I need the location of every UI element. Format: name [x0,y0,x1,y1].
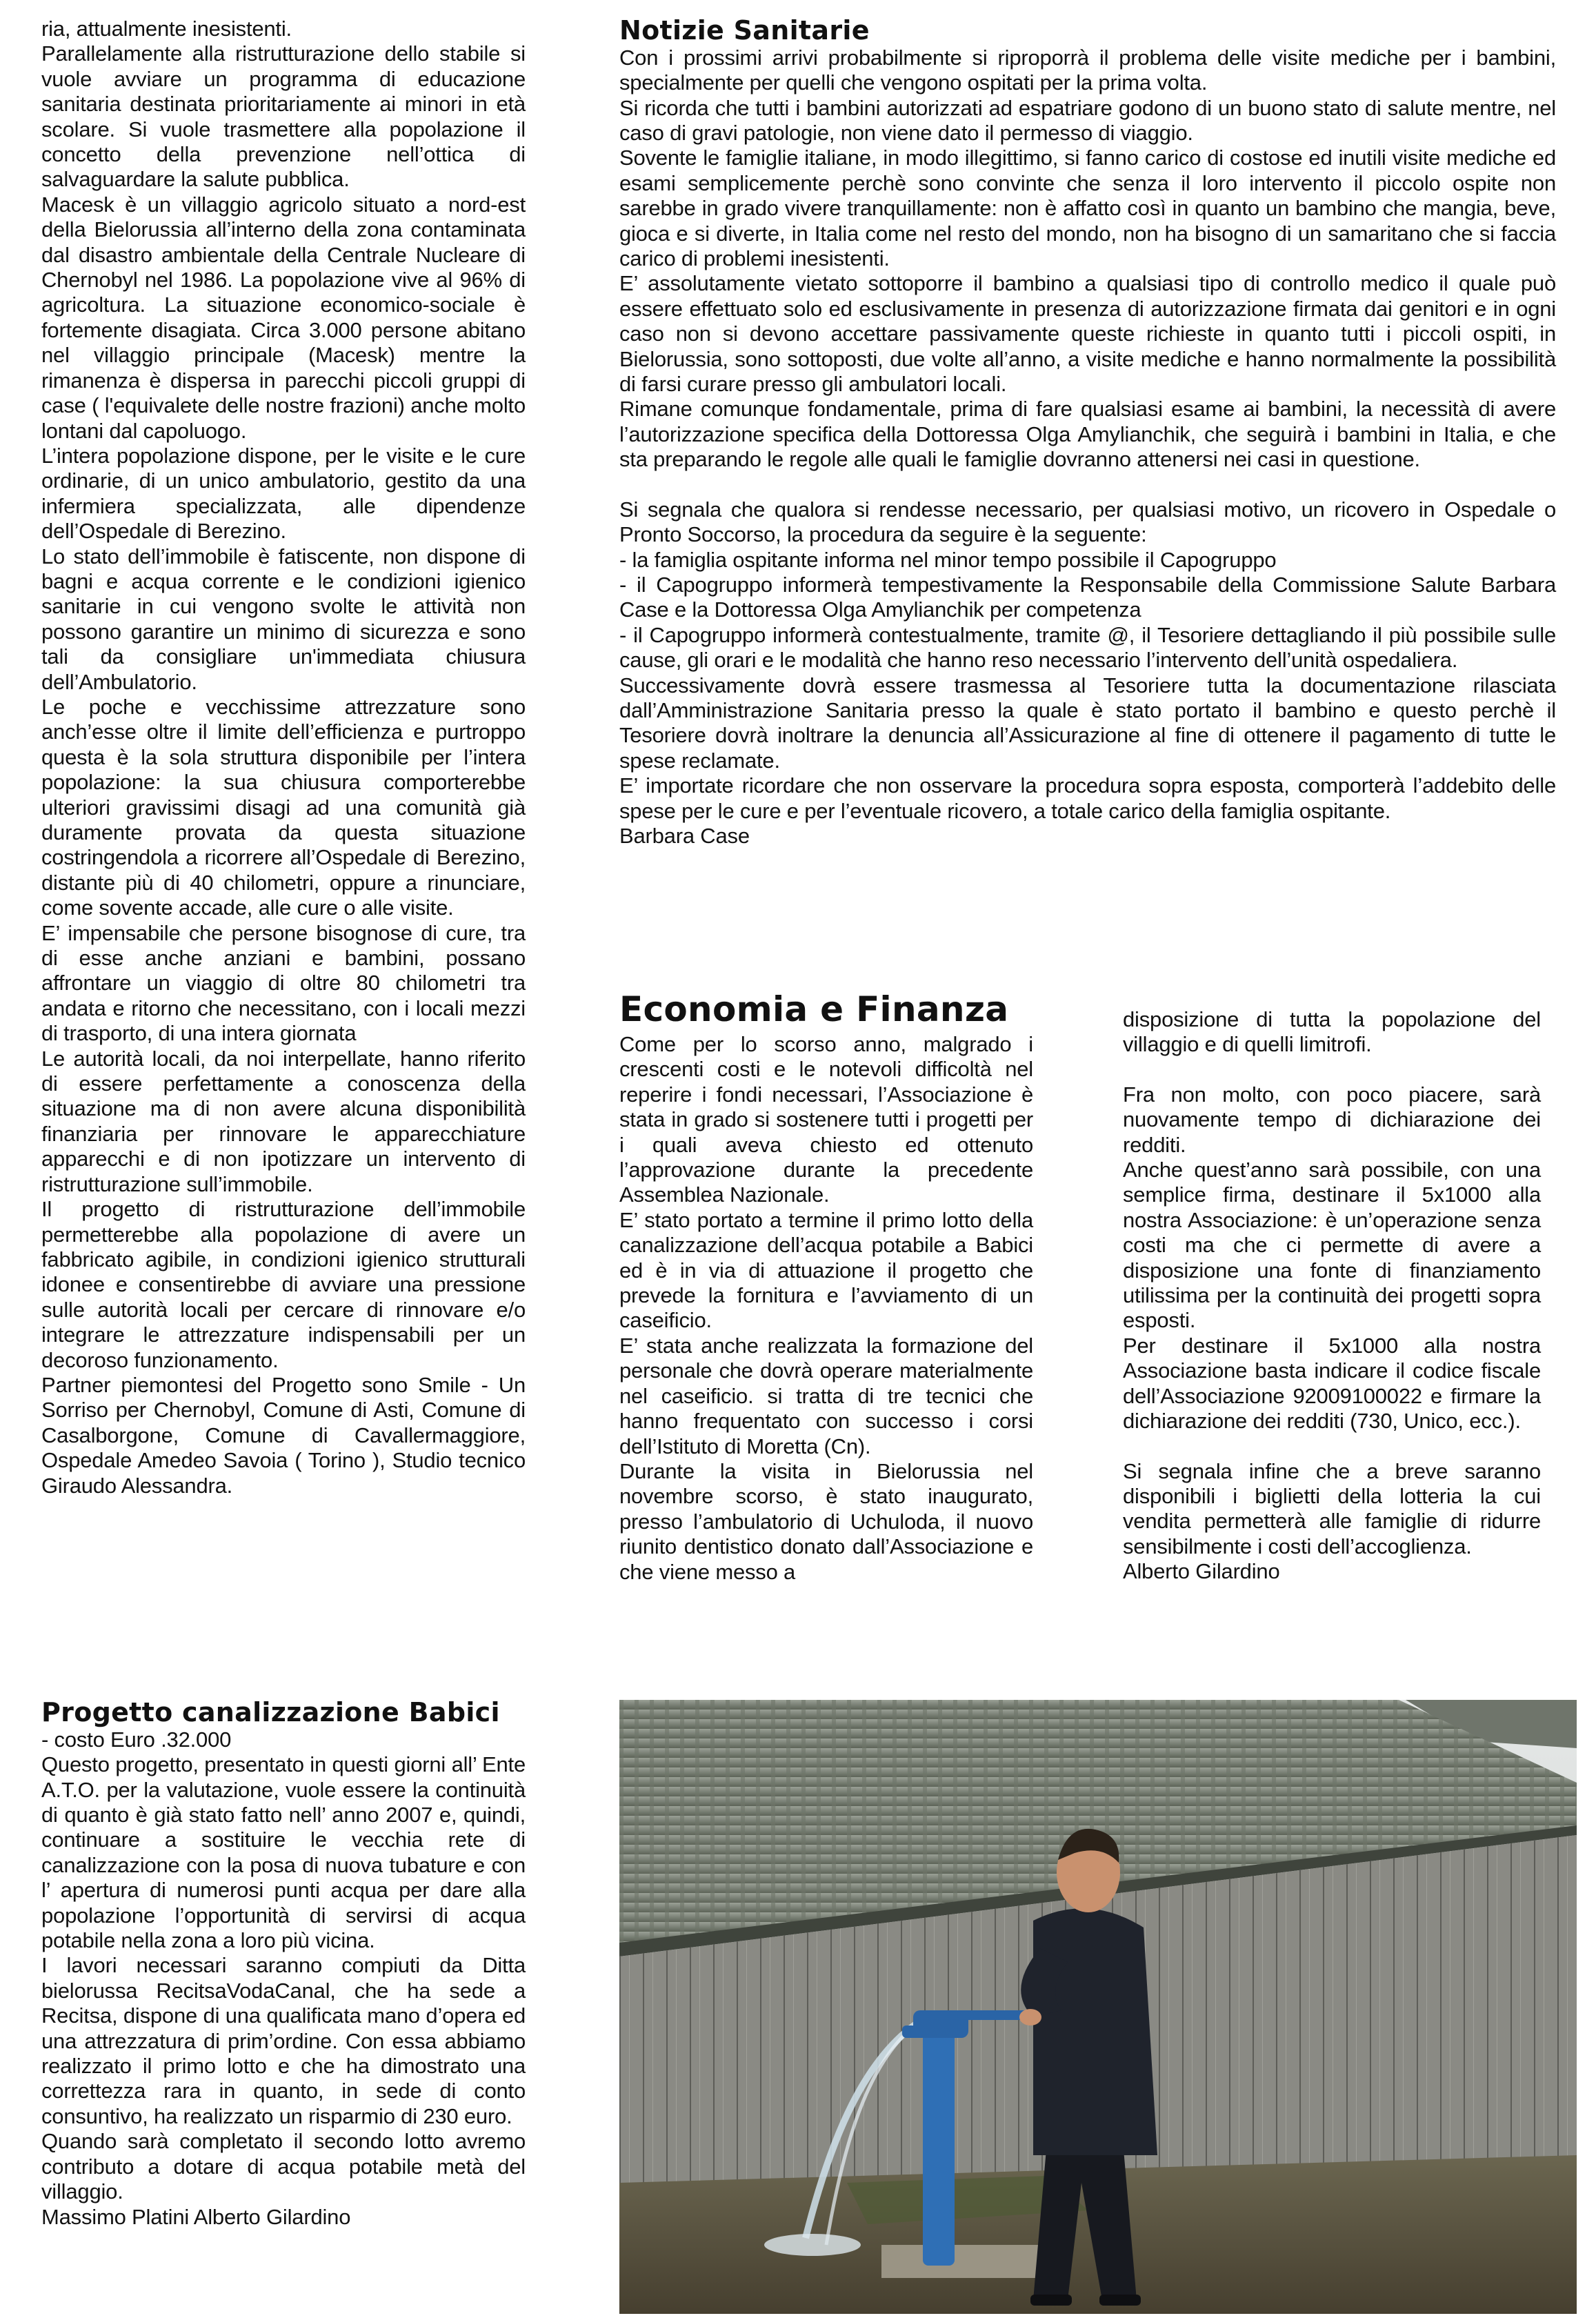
left-paragraph: Parallelamente alla ristrutturazione dello stabile si vuole avviare un programma di educazione sanitaria destinata prioritariamente ai minori in età scolare. Si vuole trasmettere alla popolazione il concetto della prevenzione nell’ottica di salvaguardare la salute pubblica. [41,41,526,192]
left-paragraph: L’intera popolazione dispone, per le visite e le cure ordinarie, di un unico ambulatorio, gestito da una infermiera specializzata, alle dipendenze dell’Ospedale di Berezino. [41,443,526,544]
economia-paragraph: E’ stata anche realizzata la formazione del personale che dovrà operare materialmente nel caseificio. si tratta di tre tecnici che hanno frequentato con successo i corsi dell’Istituto di Moretta (Cn). [619,1333,1033,1458]
person-hand [1019,2009,1041,2025]
notizie-sanitarie-body [619,46,1556,849]
economia-paragraph: Fra non molto, con poco piacere, sarà nuovamente tempo di dichiarazione dei redditi. [1123,1082,1541,1157]
progetto-babici-body [41,1727,526,2230]
babici-paragraph: I lavori necessari saranno compiuti da Ditta bielorussa RecitsaVodaCanal, che ha sede a Recitsa, dispone di una qualificata mano d’opera ed una attrezzatura di prim’ordine. Con essa abbiamo realizzato il primo lotto e che ha dimostrato una correttezza rara in quanto, in sede di conto consuntivo, ha realizzato un risparmio di 230 euro. [41,1953,526,2128]
left-paragraph: Le autorità locali, da noi interpellate, hanno riferito di essere perfettamente a conoscenza della situazione ma di non avere alcuna disponibilità finanziaria per rinnovare le apparecchiature apparecchi e di non ipotizzare un intervento di ristrutturazione sull’immobile. [41,1046,526,1196]
babici-paragraph: Questo progetto, presentato in questi giorni all’ Ente A.T.O. per la valutazione, vuole essere la continuità di quanto è già stato fatto nell’ anno 2007 e, quindi, continuare a sostituire le vecchia rete di canalizzazione con la posa di nuova tubature e con l’ apertura di numerosi punti acqua per dare alla popolazione l’opportunità di servirsi di acqua potabile nella zona a loro più vicina. [41,1752,526,1953]
notizie-paragraph: E’ assolutamente vietato sottoporre il bambino a qualsiasi tipo di controllo medico il quale può essere effettuato solo ed esclusivamente in presenza di autorizzazione firmata dai genitori e in ogni caso non si devono accettare passivamente queste richieste in quanto tutti i piccoli ospiti, in Bielorussia, sono sottoposti, due volte all’anno, a visite mediche e hanno normalmente la possibilità di farsi curare presso gli ambulatori locali. [619,271,1556,397]
economia-finanza-title: Economia e Finanza [619,989,1009,1029]
left-paragraph: ria, attualmente inesistenti. [41,17,292,41]
person-shoe [1030,2295,1072,2306]
person-jacket [1033,1908,1157,2155]
notizie-signature: Barbara Case [619,823,750,848]
notizie-paragraph: Rimane comunque fondamentale, prima di fare qualsiasi esame ai bambini, la necessità di avere l’autorizzazione specifica della Dottoressa Olga Amylianchik, che seguirà i bambini in Italia, e che sta preparando le regole alle quali le famiglie dovranno attenersi nei casi in questione. [619,397,1556,472]
notizie-paragraph: Sovente le famiglie italiane, in modo illegittimo, si fanno carico di costose ed inutili visite mediche ed esami semplicemente perchè sono convinte che senza il loro intervento il piccolo ospite non sarebbe in grado vivere tranquillamente: non è affatto così in quanto un bambino che mangia, beve, gioca e si diverte, in Italia come nel resto del mondo, non ha bisogno di un samaritano che si faccia carico di problemi inesistenti. [619,146,1556,271]
notizie-paragraph: - il Capogruppo informerà contestualmente, tramite @, il Tesoriere dettagliando il più possibile sulle cause, gli orari e le modalità che hanno reso necessario l’intervento dell’unità ospedaliera. [619,622,1556,673]
babici-paragraph: Quando sarà completato il secondo lotto avremo contributo a dotare di acqua potabile metà del villaggio. [41,2129,526,2204]
notizie-sanitarie-section [619,17,1556,849]
babici-paragraph: - costo Euro .32.000 [41,1727,232,1752]
economia-paragraph: E’ stato portato a termine il primo lotto della canalizzazione dell’acqua potabile a Babici ed è in via di attuazione il progetto che prevede la fornitura e l’avviamento di un caseificio. [619,1207,1033,1333]
notizie-paragraph: Si segnala che qualora si rendesse necessario, per qualsiasi motivo, un ricovero in Ospedale o Pronto Soccorso, la procedura da seguire è la seguente: [619,497,1556,547]
pump-column [923,2024,955,2266]
left-column [41,17,526,1498]
left-paragraph: Le poche e vecchissime attrezzature sono anch’esse oltre il limite dell’efficienza e purtroppo questa è la sola struttura disponibile per l’intera popolazione: la sua chiusura comporterebbe ulteriori gravissimi disagi ad una comunità già duramente provata da questa situazione costringendola a ricorrere all’Ospedale di Berezino, distante più di 40 chilometri, oppure a rinunciare, come sovente accade, alle cure o alle visite. [41,694,526,920]
babici-signature: Massimo Platini Alberto Gilardino [41,2204,351,2229]
economia-paragraph: Durante la visita in Bielorussia nel novembre scorso, è stato inaugurato, presso l’ambulatorio di Uchuloda, il nuovo riunito dentistico donato dall’Associazione e che viene messo a [619,1458,1033,1584]
paragraph-spacer [1123,1434,1541,1459]
progetto-babici-section [41,1698,526,2230]
left-paragraph: Partner piemontesi del Progetto sono Smile - Un Sorriso per Chernobyl, Comune di Asti, Comune di Casalborgone, Comune di Cavallermaggiore, Ospedale Amedeo Savoia ( Torino ), Studio tecnico Giraudo Alessandra. [41,1372,526,1498]
economia-column-2 [1123,1007,1541,1585]
water-splash [764,2234,861,2256]
left-paragraph: E’ impensabile che persone bisognose di cure, tra di esse anche anziani e bambini, possano affrontare un viaggio di oltre 80 chilometri tra andata e ritorno che necessitano, con i locali mezzi di trasporto, di una intera giornata [41,920,526,1046]
economia-paragraph: Per destinare il 5x1000 alla nostra Associazione basta indicare il codice fiscale dell’Associazione 92009100022 e firmare la dichiarazione dei redditi (730, Unico, ecc.). [1123,1333,1541,1434]
notizie-paragraph: - il Capogruppo informerà tempestivamente la Responsabile della Commissione Salute Barbara Case e la Dottoressa Olga Amylianchik per competenza [619,572,1556,622]
water-pump-photo [619,1700,1577,2314]
notizie-paragraph: Successivamente dovrà essere trasmessa al Tesoriere tutta la documentazione rilasciata dall’Amministrazione Sanitaria presso la quale è stato portato il bambino e questo perchè il Tesoriere dovrà inoltrare la denuncia all’Assicurazione al fine di ottenere il pagamento di tutte le spese reclamate. [619,673,1556,773]
paragraph-spacer [1123,1058,1541,1082]
notizie-paragraph: E’ importate ricordare che non osservare la procedura sopra esposta, comporterà l’addebito delle spese per le cure e per l’eventuale ricovero, a totale carico della famiglia ospitante. [619,773,1556,823]
notizie-paragraph: Con i prossimi arrivi probabilmente si riproporrà il problema delle visite mediche per i bambini, specialmente per quelli che vengono ospitati per la prima volta. [619,45,1556,95]
left-paragraph: Macesk è un villaggio agricolo situato a nord-est della Bielorussia all’interno della zona contaminata dal disastro ambientale della Centrale Nucleare di Chernobyl nel 1986. La popolazione vive al 96% di agricoltura. La situazione economico-sociale è fortemente disagiata. Circa 3.000 persone abitano nel villaggio principale (Macesk) mentre la rimanenza è dispersa in parecchi piccoli gruppi di case ( l'equivalete delle nostre frazioni) anche molto lontani dal capoluogo. [41,192,526,443]
notizie-sanitarie-title: Notizie Sanitarie [619,15,870,46]
economia-paragraph: Come per lo scorso anno, malgrado i crescenti costi e le notevoli difficoltà nel reperire i fondi necessari, l’Associazione è stata in grado si sostenere tutti i progetti per i quali aveva chiesto ed ottenuto l’approvazione durante la precedente Assemblea Nazionale. [619,1032,1033,1207]
economia-paragraph: Anche quest’anno sarà possibile, con una semplice firma, destinare il 5x1000 alla nostra Associazione: è un’operazione senza costi ma che ci permette di avere a disposizione una fonte di finanziamento utilissima per la continuità dei progetti sopra esposti. [1123,1158,1541,1333]
economia-column-1 [619,1032,1033,1585]
left-paragraph: Il progetto di ristrutturazione dell’immobile permetterebbe alla popolazione di avere un fabbricato agibile, in condizioni igienico strutturali idonee e consentirebbe di avviare una pressione sulle autorità locali per cercare di rinnovare e/o integrare le attrezzature indispensabili per un decoroso funzionamento. [41,1197,526,1372]
economia-paragraph: Si segnala infine che a breve saranno disponibili i biglietti della lotteria la cui vendita permetterà alle famiglie di ridurre sensibilmente i costi dell’accoglienza. [1123,1458,1541,1558]
economia-paragraph: disposizione di tutta la popolazione del villaggio e di quelli limitrofi. [1123,1007,1541,1057]
person-shoe [1099,2295,1141,2306]
notizie-paragraph: Si ricorda che tutti i bambini autorizzati ad espatriare godono di un buono stato di salute mentre, nel caso di gravi patologie, non viene dato il permesso di viaggio. [619,95,1556,146]
economia-signature: Alberto Gilardino [1123,1559,1280,1584]
notizie-paragraph: - la famiglia ospitante informa nel minor tempo possibile il Capogruppo [619,547,1277,572]
pump-spout [902,2025,927,2038]
concrete-slab [881,2245,1047,2278]
progetto-babici-title: Progetto canalizzazione Babici [41,1697,500,1727]
paragraph-spacer [619,473,1556,497]
left-paragraph: Lo stato dell’immobile è fatiscente, non dispone di bagni e acqua corrente e le condizioni igienico sanitarie in cui vengono svolte le attività non possono garantire un minimo di sicurezza e sono tali da consigliare un'immediata chiusura dell’Ambulatorio. [41,544,526,694]
